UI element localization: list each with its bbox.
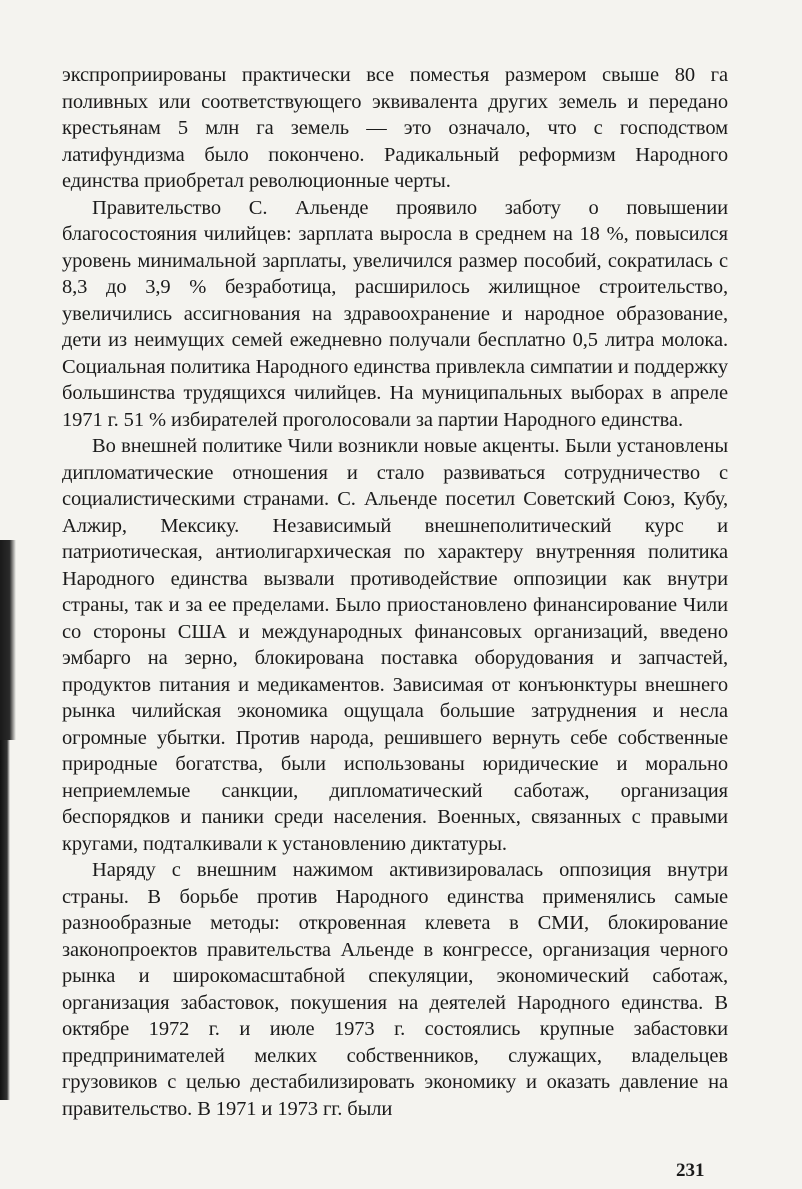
page-number: 231 xyxy=(676,1160,705,1181)
paragraph-3: Во внешней политике Чили возникли новые акценты. Были установлены дипломатические отношения и стало развиваться сотрудничество с социалистическими странами. С. Альенде посетил Советский Союз, Кубу, Алжир, Мексику. Независимый внешнеполитический курс и патриотическая, антиолигархическая по характеру внутренняя политика Народного единства вызвали противодействие оппозиции как внутри страны, так и за ее пределами. Было приостановлено финансирование Чили со стороны США и международных финансовых организаций, введено эмбарго на зерно, блокирована поставка оборудования и запчастей, продуктов питания и медикаментов. Зависимая от конъюнктуры внешнего рынка чилийская экономика ощущала большие затруднения и несла огромные убытки. Против народа, решившего вернуть себе собственные природные богатства, были использованы юридические и морально неприемлемые санкции, дипломатический саботаж, организация беспорядков и паники среди населения. Военных, связанных с правыми кругами, подталкивали к установлению диктатуры. xyxy=(62,435,728,855)
binding-shadow xyxy=(0,540,16,740)
paragraph-1: экспроприированы практически все поместья размером свыше 80 га поливных или соответствующего эквивалента других земель и передано крестьянам 5 млн га земель — это означало, что с господством латифундизма было покончено. Радикальный реформизм Народного единства приобретал революционные черты. xyxy=(62,64,728,192)
binding-shadow-lower xyxy=(0,740,10,1100)
body-text xyxy=(62,62,728,1122)
paragraph-2: Правительство С. Альенде проявило заботу о повышении благосостояния чилийцев: зарплата выросла в среднем на 18 %, повысился уровень минимальной зарплаты, увеличился размер пособий, сократилась с 8,3 до 3,9 % безработица, расширилось жилищное строительство, увеличились ассигнования на здравоохранение и народное образование, дети из неимущих семей ежедневно получали бесплатно 0,5 литра молока. Социальная политика Народного единства привлекла симпатии и поддержку большинства трудящихся чилийцев. На муниципальных выборах в апреле 1971 г. 51 % избирателей проголосовали за партии Народного единства. xyxy=(62,196,728,431)
paragraph-4: Наряду с внешним нажимом активизировалась оппозиция внутри страны. В борьбе против Народного единства применялись самые разнообразные методы: откровенная клевета в СМИ, блокирование законопроектов правительства Альенде в конгрессе, организация черного рынка и широкомасштабной спекуляции, экономический саботаж, организация забастовок, покушения на деятелей Народного единства. В октябре 1972 г. и июле 1973 г. состоялись крупные забастовки предпринимателей мелких собственников, служащих, владельцев грузовиков с целью дестабилизировать экономику и оказать давление на правительство. В 1971 и 1973 гг. были xyxy=(62,859,728,1120)
